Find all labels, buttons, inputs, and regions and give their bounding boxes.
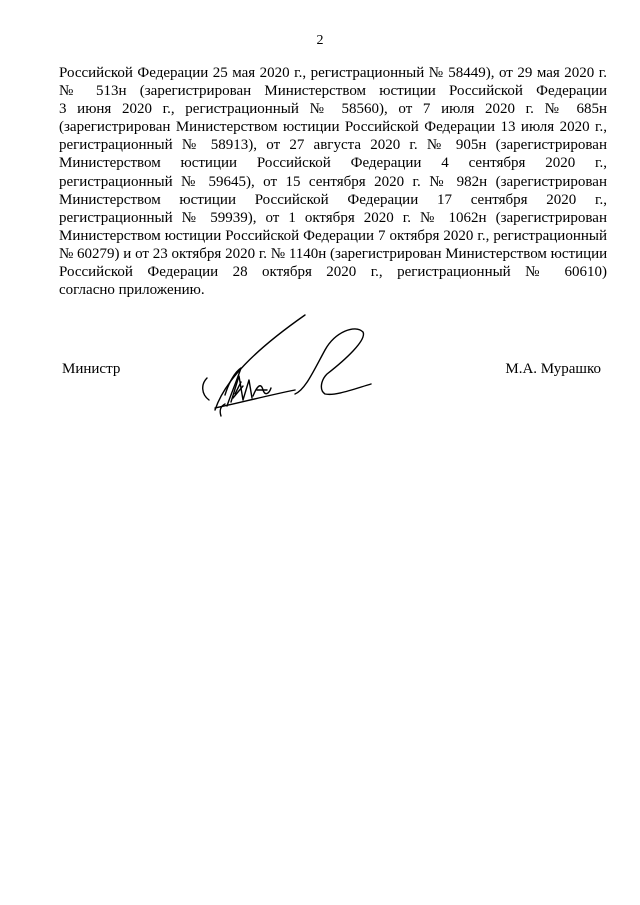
body-line: Российской Федерации 28 октября 2020 г., регистрационный № 60610) [59,264,607,281]
body-line: регистрационный № 58913), от 27 августа 2020 г. № 905н (зарегистрирован [59,137,607,154]
page-number: 2 [316,33,324,48]
handwritten-signature [195,310,385,425]
body-line: 3 июня 2020 г., регистрационный № 58560), от 7 июля 2020 г. № 685н [59,101,607,118]
body-line: регистрационный № 59939), от 1 октября 2020 г. № 1062н (зарегистрирован [59,209,607,226]
signature-block [0,300,640,440]
body-line: (зарегистрирован Министерством юстиции Российской Федерации 13 июля 2020 г., [59,119,607,136]
body-line: № 60279) и от 23 октября 2020 г. № 1140н (зарегистрирован Министерством юстиции [59,245,608,262]
body-line: Министерством юстиции Российской Федерации 17 сентября 2020 г., [59,191,607,208]
body-line: Министерством юстиции Российской Федерации 4 сентября 2020 г., [59,155,607,172]
body-line-last: согласно приложению. [59,282,205,299]
signer-name: М.А. Мурашко [505,361,601,377]
body-line: Министерством юстиции Российской Федерации 7 октября 2020 г., регистрационный [59,227,607,244]
signer-position: Министр [62,361,121,377]
body-line: № 513н (зарегистрирован Министерством юстиции Российской Федерации [59,83,607,100]
body-paragraph [59,64,607,299]
body-line: Российской Федерации 25 мая 2020 г., регистрационный № 58449), от 29 мая 2020 г. [59,65,607,81]
body-line: регистрационный № 59645), от 15 сентября 2020 г. № 982н (зарегистрирован [59,173,607,190]
